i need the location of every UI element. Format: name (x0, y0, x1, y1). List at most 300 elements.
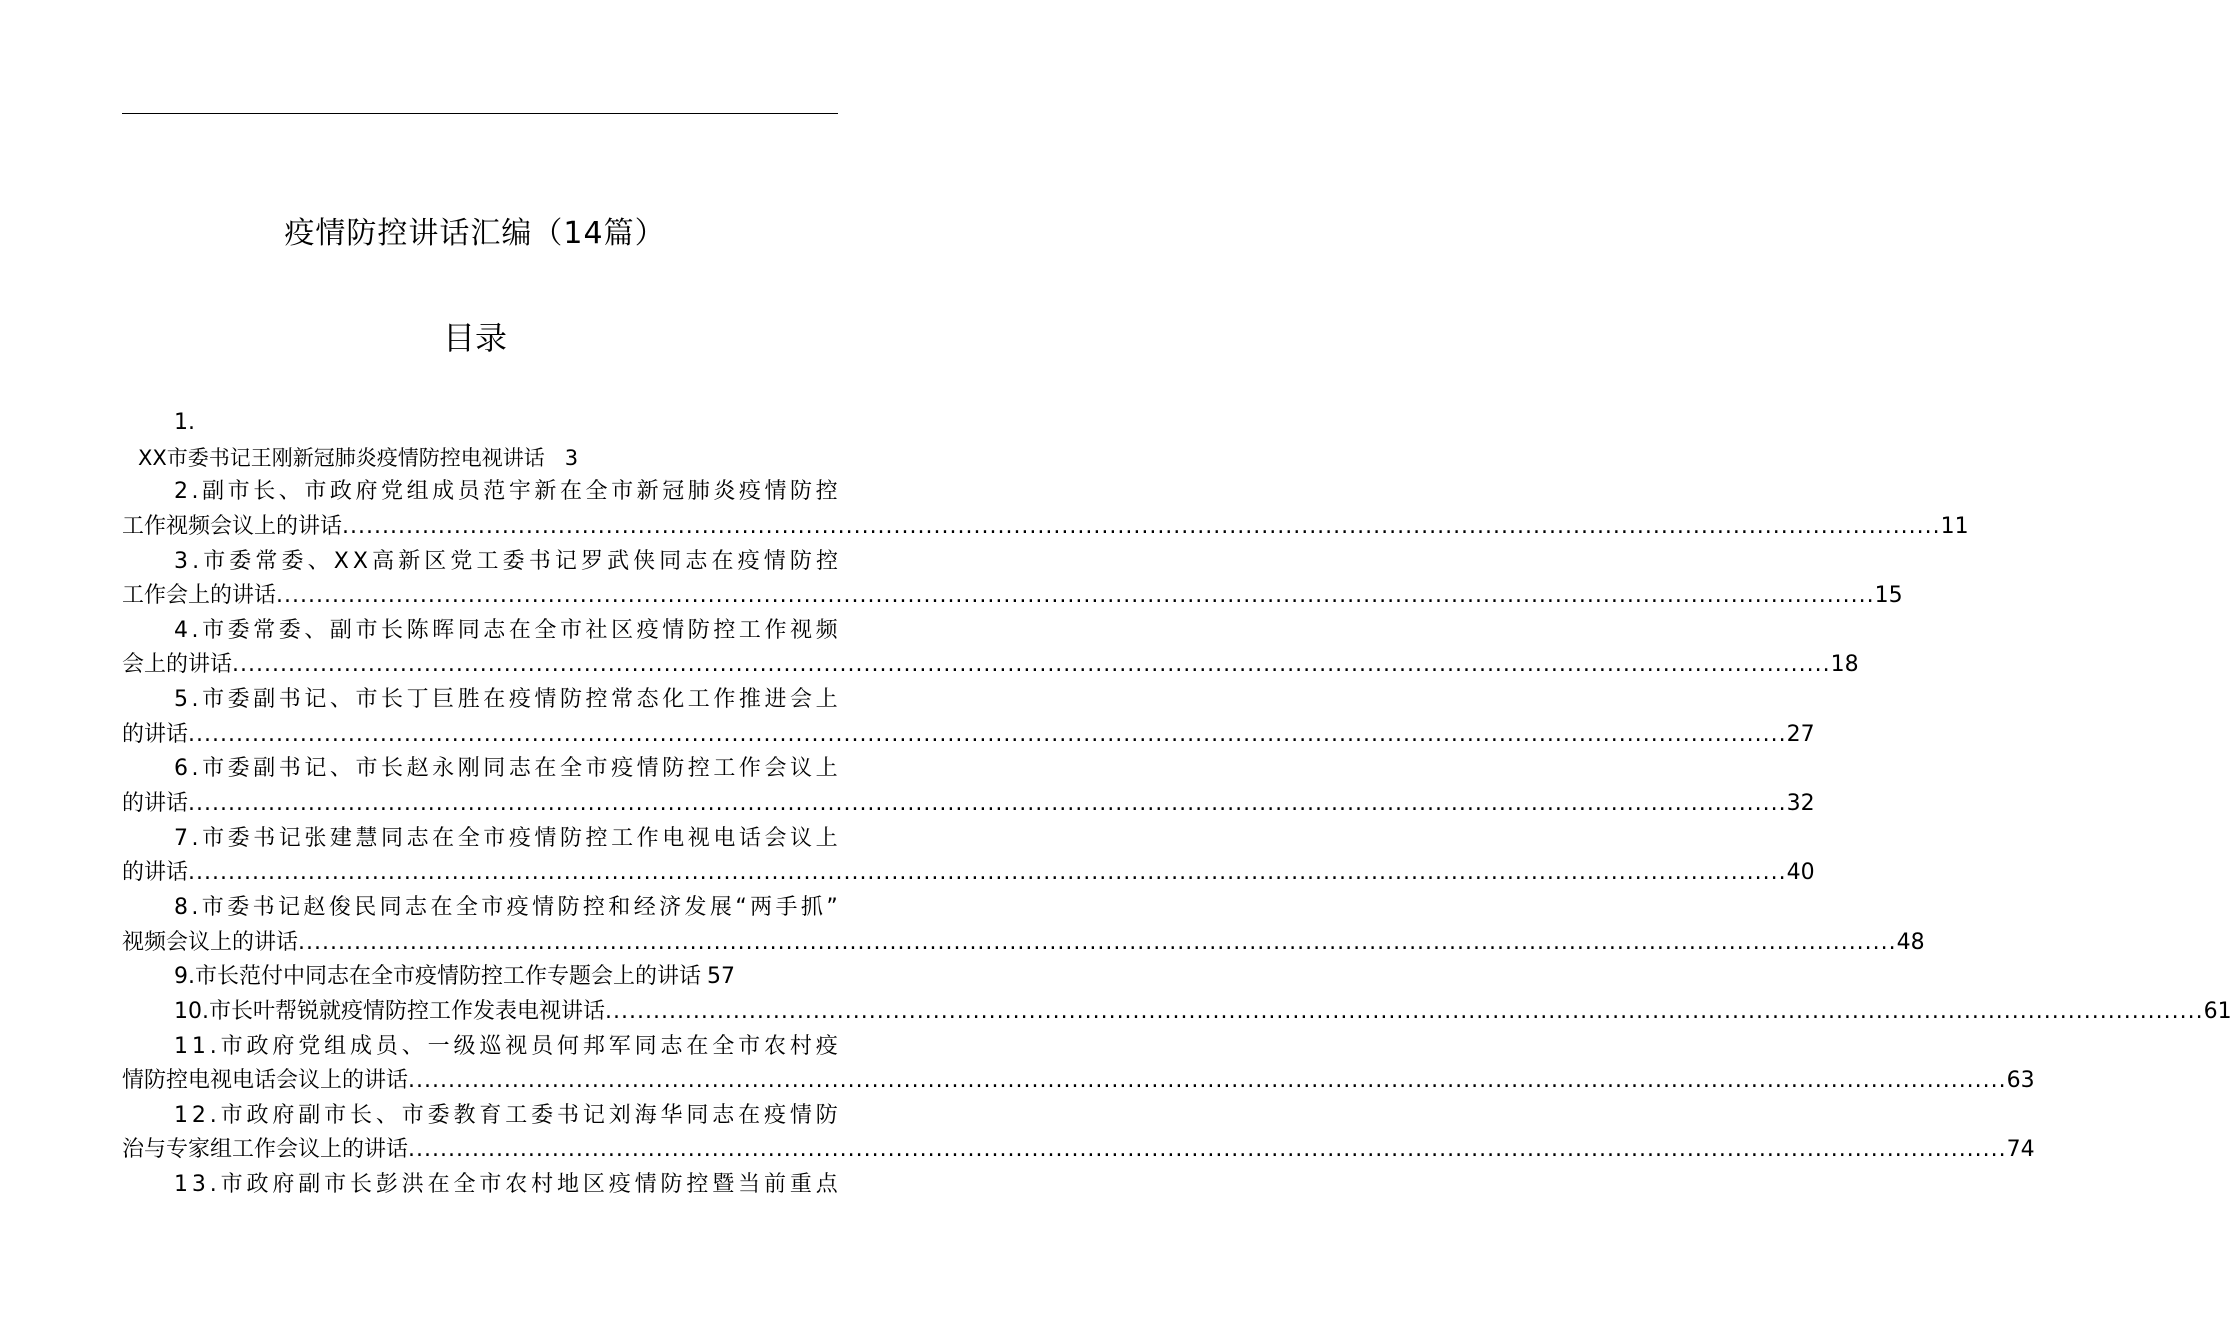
toc-char: 抓 (800, 894, 823, 920)
toc-entry-9[interactable] (122, 960, 838, 995)
toc-char: 济 (659, 894, 682, 920)
toc-char: 市 (324, 1172, 347, 1198)
toc-char: 邦 (582, 1033, 605, 1059)
toc-char: 情 (764, 479, 787, 505)
toc-char: 洪 (401, 1172, 424, 1198)
toc-char: 丁 (406, 687, 429, 713)
toc-char: 6 (174, 756, 188, 782)
toc-char: 电 (713, 825, 736, 851)
toc-char: 情 (534, 825, 557, 851)
toc-char: . (191, 825, 199, 851)
toc-char: 同 (634, 1033, 657, 1059)
toc-char: 赵 (303, 894, 326, 920)
toc-char: 委 (427, 1102, 450, 1128)
toc-char: 全 (455, 894, 478, 920)
toc-char: 、 (307, 548, 330, 574)
toc-char: 刚 (457, 756, 480, 782)
toc-char: “ (735, 894, 747, 920)
toc-char: 电 (662, 825, 685, 851)
table-of-contents (122, 406, 2232, 1203)
toc-char: 2 (191, 1102, 206, 1128)
toc-char: 进 (764, 687, 787, 713)
toc-char: 教 (453, 1102, 476, 1128)
toc-char: 市 (220, 1172, 243, 1198)
toc-char: 华 (660, 1102, 683, 1128)
toc-char: 2 (174, 479, 188, 505)
toc-char: 3 (191, 1172, 206, 1198)
toc-char: 情 (534, 687, 557, 713)
toc-char: 罗 (580, 548, 603, 574)
toc-page-number: 57 (707, 964, 735, 990)
toc-entry-text: 的讲话 (122, 860, 189, 886)
toc-char: 同 (457, 617, 480, 643)
toc-entry-text: 的讲话 (122, 791, 189, 817)
toc-heading: 目录 (442, 319, 507, 357)
toc-char: 当 (738, 1172, 761, 1198)
toc-char: 委 (278, 617, 301, 643)
toc-page-number: 27 (1786, 721, 1815, 747)
toc-char: 暨 (712, 1172, 735, 1198)
toc-entry-11-line2[interactable] (122, 1064, 2035, 1099)
toc-char: 巨 (432, 687, 455, 713)
toc-char: 前 (763, 1172, 786, 1198)
toc-char: 经 (633, 894, 656, 920)
toc-leader-dots: ........................................................................................................................................................................................................ (408, 1068, 2007, 1094)
toc-char: 会 (764, 825, 787, 851)
toc-char: 7 (174, 825, 188, 851)
toc-char: 全 (585, 479, 608, 505)
toc-char: 委 (227, 617, 250, 643)
toc-char: 防 (660, 1172, 683, 1198)
toc-char: 防 (662, 756, 685, 782)
toc-char: 疫 (636, 617, 659, 643)
toc-char: . (192, 548, 200, 574)
toc-char: 村 (789, 1033, 812, 1059)
toc-char: 疫 (763, 1102, 786, 1128)
toc-char: 宇 (508, 479, 531, 505)
toc-char: 疫 (737, 548, 760, 574)
toc-char: 市 (304, 479, 327, 505)
toc-char: 防 (815, 1102, 838, 1128)
toc-leader-dots: ........................................................................................................................................................................................................ (298, 929, 1897, 955)
toc-char: 赵 (406, 756, 429, 782)
toc-char: 在 (508, 617, 531, 643)
toc-entry-6-line2[interactable] (122, 787, 1815, 822)
toc-char: 委 (227, 894, 250, 920)
toc-char: 市 (201, 894, 224, 920)
toc-char: 长 (349, 1172, 372, 1198)
toc-leader-dots: ........................................................................................................................................................................................................ (188, 721, 1787, 747)
toc-char: 巡 (479, 1033, 502, 1059)
toc-char: 疫 (738, 479, 761, 505)
toc-leader-dots: ........................................................................................................................................................................................................ (342, 513, 1941, 539)
toc-char: 志 (483, 617, 506, 643)
toc-leader-dots: ........................................................................................................................................................................................................ (232, 652, 1831, 678)
toc-char: 何 (556, 1033, 579, 1059)
toc-char: 市 (355, 617, 378, 643)
toc-char: 控 (585, 825, 608, 851)
toc-char: 府 (272, 1172, 295, 1198)
toc-char: 长 (381, 617, 404, 643)
toc-char: 肺 (687, 479, 710, 505)
toc-char: 在 (686, 1033, 709, 1059)
toc-char: 市 (220, 1102, 243, 1128)
toc-char: 情 (789, 1102, 812, 1128)
toc-char: 志 (712, 1102, 735, 1128)
toc-char: 记 (582, 1102, 605, 1128)
toc-char: 社 (585, 617, 608, 643)
toc-char: 委 (229, 548, 252, 574)
toc-char: 张 (304, 825, 327, 851)
toc-char: ” (826, 894, 838, 920)
toc-char: 民 (354, 894, 377, 920)
toc-char: 陈 (406, 617, 429, 643)
toc-char: 话 (738, 825, 761, 851)
toc-char: 上 (815, 756, 838, 782)
toc-page-number: 40 (1786, 860, 1815, 886)
toc-char: 视 (505, 1033, 528, 1059)
toc-char: 员 (531, 1033, 554, 1059)
toc-char: 发 (684, 894, 707, 920)
toc-char: 在 (432, 825, 455, 851)
toc-char: 手 (775, 894, 798, 920)
toc-char: 志 (508, 756, 531, 782)
toc-char: 情 (662, 617, 685, 643)
toc-char: 俊 (328, 894, 351, 920)
toc-char: 农 (763, 1033, 786, 1059)
toc-char: 疫 (508, 825, 531, 851)
toc-char: 记 (304, 756, 327, 782)
toc-char: 全 (453, 1172, 476, 1198)
toc-char: 胜 (457, 687, 480, 713)
toc-char: 控 (686, 1172, 709, 1198)
toc-char: 在 (430, 894, 453, 920)
toc-char: 1 (191, 1033, 206, 1059)
toc-char: 市 (481, 894, 504, 920)
toc-char: 同 (381, 825, 404, 851)
toc-char: 情 (763, 548, 786, 574)
toc-char: 全 (534, 617, 557, 643)
toc-leader-dots: ........................................................................................................................................................................................................ (408, 1137, 2007, 1163)
toc-char: 武 (607, 548, 630, 574)
toc-leader-dots: ........................................................................................................................................................................................................ (188, 860, 1787, 886)
toc-char: 市 (559, 617, 582, 643)
toc-char: 全 (712, 1033, 735, 1059)
toc-char: 冠 (662, 479, 685, 505)
toc-char: . (191, 479, 199, 505)
toc-char: 新 (534, 479, 557, 505)
toc-entry-2-line2[interactable] (122, 510, 1969, 545)
toc-char: 副 (329, 617, 352, 643)
toc-char: 作 (764, 617, 787, 643)
toc-char: 刘 (608, 1102, 631, 1128)
toc-char: 副 (298, 1172, 321, 1198)
toc-char: 控 (582, 894, 605, 920)
toc-char: 长 (253, 479, 276, 505)
toc-char: 市 (202, 687, 225, 713)
toc-char: 议 (790, 825, 813, 851)
toc-char: 副 (253, 756, 276, 782)
toc-char: 控 (585, 687, 608, 713)
toc-char: 、 (329, 687, 352, 713)
toc-char: 府 (272, 1033, 295, 1059)
toc-char: 在 (427, 1172, 450, 1198)
toc-char: 慧 (355, 825, 378, 851)
toc-char: 会 (790, 687, 813, 713)
toc-char: 议 (790, 756, 813, 782)
toc-entry-12-line2[interactable] (122, 1133, 2035, 1168)
toc-char: 委 (227, 825, 250, 851)
toc-char: 政 (246, 1033, 269, 1059)
toc-char: 志 (685, 548, 708, 574)
toc-entry-text: 情防控电视电话会议上的讲话 (122, 1068, 409, 1094)
toc-page-number: 18 (1830, 652, 1859, 678)
toc-entry-8-line1 (122, 891, 838, 926)
toc-char: 和 (608, 894, 631, 920)
document-title: 疫情防控讲话汇编（14篇） (284, 216, 666, 251)
toc-char: 记 (304, 687, 327, 713)
toc-char: 防 (557, 894, 580, 920)
toc-char: 工 (687, 687, 710, 713)
toc-char: 频 (815, 617, 838, 643)
toc-char: 疫 (611, 756, 634, 782)
toc-char: 书 (253, 825, 276, 851)
toc-char: 工 (713, 756, 736, 782)
toc-char: 展 (709, 894, 732, 920)
toc-entry-text: 工作会上的讲话 (122, 583, 277, 609)
toc-char: 委 (502, 548, 525, 574)
toc-char: 员 (375, 1033, 398, 1059)
toc-char: 书 (278, 687, 301, 713)
toc-char: 永 (432, 756, 455, 782)
toc-char: 委 (227, 756, 250, 782)
toc-char: 两 (750, 894, 773, 920)
toc-leader-dots: ........................................................................................................................................................................................................ (188, 791, 1787, 817)
toc-char: X (333, 548, 349, 574)
toc-char: 书 (252, 894, 275, 920)
toc-char: 新 (636, 479, 659, 505)
toc-char: 长 (349, 1102, 372, 1128)
toc-char: 5 (174, 687, 188, 713)
toc-char: 防 (559, 687, 582, 713)
toc-char: . (191, 617, 199, 643)
toc-char: 化 (662, 687, 685, 713)
toc-char: 市 (479, 1172, 502, 1198)
toc-char: 推 (738, 687, 761, 713)
toc-entry-12-line1 (122, 1099, 838, 1134)
toc-char: 、 (401, 1033, 424, 1059)
toc-char: 记 (278, 825, 301, 851)
toc-char: 农 (505, 1172, 528, 1198)
toc-char: 区 (424, 548, 447, 574)
toc-char: 市 (324, 1102, 347, 1128)
toc-entry-text: 视频会议上的讲话 (122, 929, 299, 955)
toc-char: 市 (203, 548, 226, 574)
toc-char: 、 (278, 479, 301, 505)
toc-page-number: 74 (2006, 1137, 2035, 1163)
toc-char: 情 (634, 1172, 657, 1198)
toc-char: 建 (329, 825, 352, 851)
toc-char: 同 (659, 548, 682, 574)
toc-char: 政 (246, 1172, 269, 1198)
toc-page-number: 61 (2203, 998, 2232, 1024)
toc-char: . (191, 687, 199, 713)
toc-entry-text: 的讲话 (122, 721, 189, 747)
toc-entry-10[interactable] (122, 995, 2232, 1030)
toc-entry-4-line2[interactable] (122, 648, 1859, 683)
toc-char: 记 (278, 894, 301, 920)
toc-char: 员 (457, 479, 480, 505)
toc-entry-2-line1 (122, 475, 838, 510)
toc-char: 3 (174, 548, 188, 574)
toc-char: 成 (349, 1033, 372, 1059)
toc-char: . (209, 1102, 217, 1128)
toc-char: 副 (253, 687, 276, 713)
toc-char: 市 (738, 1033, 761, 1059)
toc-char: 育 (479, 1102, 502, 1128)
toc-char: 政 (246, 1102, 269, 1128)
toc-char: 会 (764, 756, 787, 782)
toc-entry-7-line1 (122, 822, 838, 857)
toc-char: 控 (815, 548, 838, 574)
toc-char: 市 (355, 756, 378, 782)
toc-char: 疫 (508, 687, 531, 713)
toc-entry-3-line2[interactable] (122, 579, 1903, 614)
toc-char: 重 (789, 1172, 812, 1198)
toc-char: 副 (202, 479, 225, 505)
toc-char: 在 (483, 687, 506, 713)
toc-char: 防 (789, 548, 812, 574)
toc-char: 1 (174, 1172, 188, 1198)
toc-char: 4 (174, 617, 188, 643)
toc-char: 态 (636, 687, 659, 713)
toc-char: 海 (634, 1102, 657, 1128)
toc-char: 在 (738, 1102, 761, 1128)
toc-char: 市 (611, 479, 634, 505)
toc-char: 市 (227, 479, 250, 505)
toc-char: 、 (304, 617, 327, 643)
toc-entry-4-line1 (122, 614, 838, 649)
toc-page-number: 63 (2006, 1068, 2035, 1094)
toc-char: 党 (450, 548, 473, 574)
toc-char: 同 (483, 756, 506, 782)
toc-char: 1 (174, 1033, 188, 1059)
toc-char: 级 (453, 1033, 476, 1059)
toc-char: 副 (298, 1102, 321, 1128)
toc-char: 志 (660, 1033, 683, 1059)
toc-char: 市 (585, 756, 608, 782)
toc-char: 情 (532, 894, 555, 920)
toc-char: 工 (738, 617, 761, 643)
toc-char: 疫 (608, 1172, 631, 1198)
toc-char: 上 (815, 825, 838, 851)
toc-entry-text: 治与专家组工作会议上的讲话 (122, 1137, 409, 1163)
toc-char: 区 (582, 1172, 605, 1198)
toc-char: 控 (713, 617, 736, 643)
toc-char: 府 (272, 1102, 295, 1128)
toc-entry-5-line1 (122, 683, 838, 718)
toc-char: 在 (559, 479, 582, 505)
toc-char: 视 (790, 617, 813, 643)
toc-page-number: 15 (1874, 583, 1903, 609)
toc-char: 常 (611, 687, 634, 713)
toc-char: . (191, 756, 199, 782)
toc-char: 防 (687, 617, 710, 643)
toc-char: 工 (505, 1102, 528, 1128)
toc-entry-5-line2[interactable] (122, 718, 1815, 753)
toc-char: 委 (281, 548, 304, 574)
toc-char: 控 (687, 756, 710, 782)
toc-char: 市 (202, 756, 225, 782)
toc-page-number: 3 (564, 445, 579, 470)
toc-entry-11-line1 (122, 1030, 838, 1065)
toc-char: 长 (381, 687, 404, 713)
toc-char: 视 (687, 825, 710, 851)
toc-char: 委 (227, 687, 250, 713)
toc-entry-8-line2[interactable] (122, 926, 1925, 961)
toc-char: 政 (329, 479, 352, 505)
toc-char: 常 (253, 617, 276, 643)
toc-char: 作 (636, 825, 659, 851)
toc-char: 市 (483, 825, 506, 851)
toc-char: 控 (815, 479, 838, 505)
toc-entry-text: 9.市长范付中同志在全市疫情防控工作专题会上的讲话 (174, 964, 701, 990)
toc-char: 作 (738, 756, 761, 782)
toc-char: 防 (559, 825, 582, 851)
toc-char: 防 (790, 479, 813, 505)
toc-char: 村 (531, 1172, 554, 1198)
toc-char: 全 (457, 825, 480, 851)
toc-entry-1[interactable] (122, 441, 838, 476)
toc-char: 党 (381, 479, 404, 505)
toc-char: 市 (401, 1102, 424, 1128)
toc-char: 在 (534, 756, 557, 782)
toc-char: 组 (406, 479, 429, 505)
toc-char: 情 (636, 756, 659, 782)
toc-char: 工 (611, 825, 634, 851)
toc-char: . (191, 894, 199, 920)
toc-char: 疫 (815, 1033, 838, 1059)
toc-entry-text: 10.市长叶帮锐就疫情防控工作发表电视讲话 (174, 998, 605, 1024)
toc-page-number: 32 (1786, 791, 1815, 817)
toc-char: 范 (483, 479, 506, 505)
toc-char: 常 (255, 548, 278, 574)
toc-entry-7-line2[interactable] (122, 856, 1815, 891)
toc-entry-text: XX市委书记王刚新冠肺炎疫情防控电视讲话 (138, 445, 545, 470)
toc-entry-1-number[interactable]: 1. (174, 410, 195, 435)
toc-char: 上 (815, 687, 838, 713)
toc-char: 军 (608, 1033, 631, 1059)
toc-char: 市 (355, 687, 378, 713)
toc-leader-dots: ........................................................................................................................................................................................................ (276, 583, 1875, 609)
toc-char: 点 (815, 1172, 838, 1198)
toc-char: 炎 (713, 479, 736, 505)
toc-char: 晖 (432, 617, 455, 643)
toc-char: . (209, 1033, 217, 1059)
toc-char: 志 (405, 894, 428, 920)
toc-char: 志 (406, 825, 429, 851)
toc-entry-text: 工作视频会议上的讲话 (122, 513, 343, 539)
toc-leader-dots: ........................................................................................................................................................................................................ (605, 998, 2204, 1024)
toc-char: 市 (220, 1033, 243, 1059)
toc-char: 书 (528, 548, 551, 574)
toc-char: 记 (554, 548, 577, 574)
toc-char: 彭 (375, 1172, 398, 1198)
toc-char: 疫 (506, 894, 529, 920)
toc-char: 、 (375, 1102, 398, 1128)
toc-char: 市 (202, 617, 225, 643)
toc-char: 同 (686, 1102, 709, 1128)
